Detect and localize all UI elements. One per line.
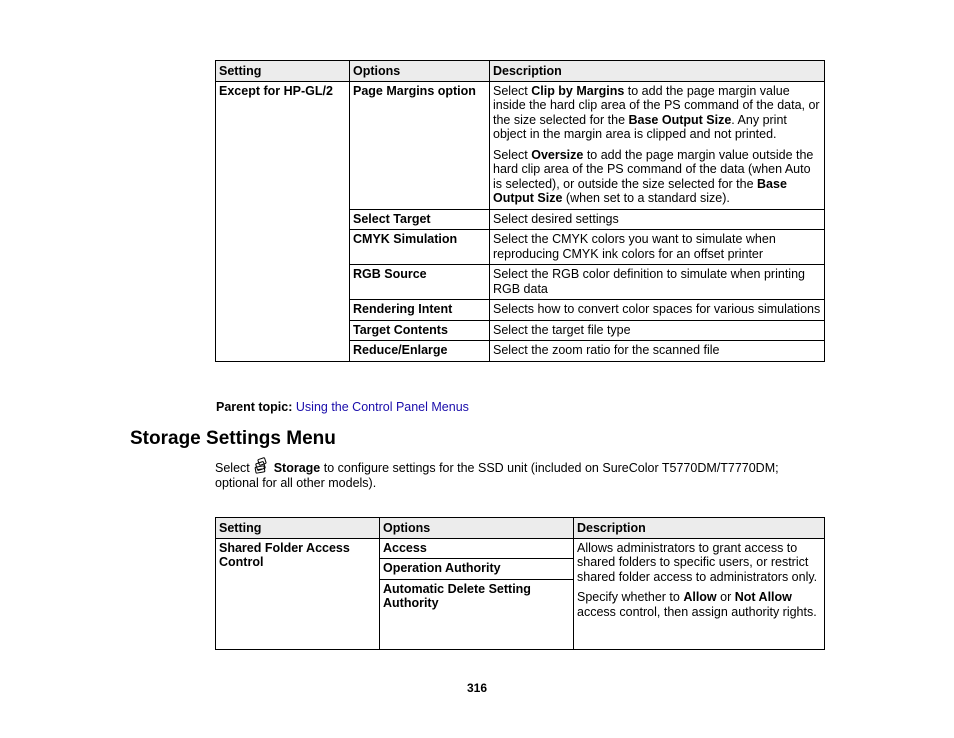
description-cell [490,265,825,300]
description-paragraph [493,148,821,206]
description-paragraph [493,212,821,227]
text-run: Select [493,83,532,98]
parent-topic-link[interactable]: Using the Control Panel Menus [295,400,469,414]
storage-settings-table [215,517,825,650]
text-run: Selects how to convert color spaces for various simulations [493,302,821,316]
text-run: access control, then assign authority rights. [577,604,817,619]
description-cell [490,81,825,209]
text-run: . Any print object in the margin area is clipped and not printed. [493,112,787,141]
header-description: Description [574,518,825,539]
intro-description: to configure settings for the SSD unit (included on SureColor T5770DM/T7770DM; optional for all other models). [215,461,779,490]
description-cell [490,209,825,230]
option-cell: Automatic Delete Setting Authority [380,579,574,649]
section-intro [215,457,825,490]
description-cell [574,538,825,649]
option-cell: CMYK Simulation [350,230,490,265]
parent-topic [216,400,469,415]
option-cell: Operation Authority [380,559,574,580]
text-run: or [716,590,735,604]
description-cell [490,320,825,341]
header-description: Description [490,61,825,82]
text-run: Select desired settings [493,211,619,226]
bold-term: Base Output Size [493,176,787,205]
description-paragraph [577,541,821,585]
setting-cell: Except for HP-GL/2 [216,81,350,361]
description-paragraph [493,323,821,338]
option-cell: Page Margins option [350,81,490,209]
bold-term: Base Output Size [628,112,732,127]
text-run: Allows administrators to grant access to shared folders to specific users, or restrict shared folder access to administrators only. [577,540,818,584]
page-number: 316 [466,681,488,695]
text-run: Select the zoom ratio for the scanned file [493,343,720,357]
setting-cell: Shared Folder Access Control [216,538,380,649]
description-paragraph [493,232,821,261]
table-row [216,538,825,559]
option-cell: RGB Source [350,265,490,300]
bold-term: Clip by Margins [531,83,625,98]
option-cell: Rendering Intent [350,300,490,321]
bold-term: Not Allow [734,590,792,604]
option-cell: Access [380,538,574,559]
storage-icon [253,461,270,475]
option-cell: Target Contents [350,320,490,341]
parent-topic-label: Parent topic: [216,400,293,414]
section-title: Storage Settings Menu [130,428,336,449]
header-options: Options [350,61,490,82]
text-run: to add the page margin value outside the hard clip area of the PS command of the data (when Auto is selected), or outside the size selected for the [493,147,814,191]
description-paragraph [493,84,821,142]
header-setting: Setting [216,61,350,82]
header-options: Options [380,518,574,539]
bold-term: Oversize [531,147,584,162]
header-setting: Setting [216,518,380,539]
text-run: Select the RGB color definition to simulate when printing RGB data [493,267,805,296]
option-cell: Reduce/Enlarge [350,341,490,362]
settings-table-hpgl [215,60,825,362]
table-row [216,81,825,209]
text-run: Select [493,147,532,162]
text-run: Select the CMYK colors you want to simulate when reproducing CMYK ink colors for an offset printer [493,232,776,261]
description-cell [490,341,825,362]
intro-select-text: Select [215,461,254,475]
option-cell: Select Target [350,209,490,230]
intro-storage-bold: Storage [273,461,321,475]
table-header-row [216,61,825,82]
text-run: Specify whether to [577,590,684,604]
text-run: to add the page margin value inside the hard clip area of the PS command of the data, or the size selected for the [493,83,820,127]
text-run: (when set to a standard size). [562,191,730,205]
description-cell [490,300,825,321]
description-cell [490,230,825,265]
description-paragraph [577,590,821,619]
text-run: Select the target file type [493,322,631,337]
bold-term: Allow [683,590,717,604]
description-paragraph [493,302,821,317]
description-paragraph [493,267,821,296]
table-header-row [216,518,825,539]
description-paragraph [493,343,821,358]
